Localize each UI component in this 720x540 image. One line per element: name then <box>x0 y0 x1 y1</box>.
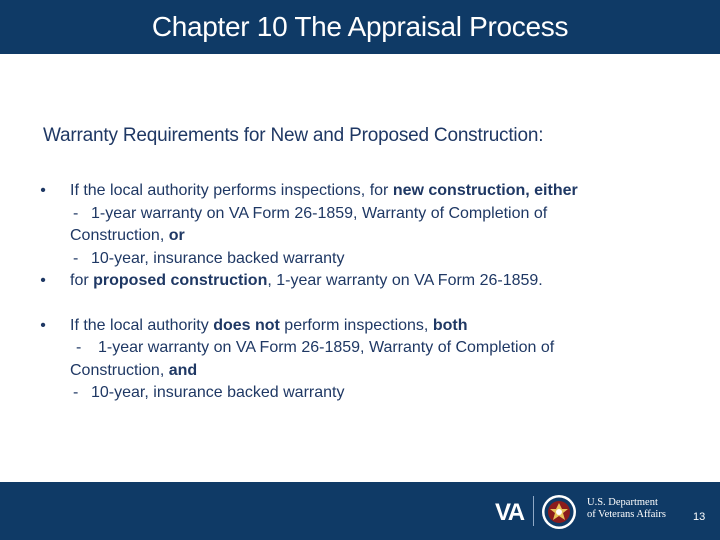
sub-item-text: 10-year, insurance backed warranty <box>91 249 345 267</box>
dash-marker: - <box>76 339 82 356</box>
sub-item-2 <box>70 382 668 405</box>
dash-marker: - <box>73 384 79 401</box>
sub-item-2 <box>70 248 668 271</box>
bullet-bold-text: new construction, either <box>392 182 578 199</box>
bullet-bold-text: proposed construction <box>93 272 268 289</box>
bullet-mid-text: perform inspections, <box>279 316 433 334</box>
bullet-dot: • <box>40 182 46 199</box>
dash-marker: - <box>73 249 79 267</box>
slide-content <box>28 180 668 405</box>
title-bar <box>0 0 720 54</box>
bullet-dot: • <box>40 316 46 334</box>
slide-title: Chapter 10 The Appraisal Process <box>151 11 569 42</box>
bullet-dot: • <box>40 272 46 289</box>
sub-item-text: 1-year warranty on VA Form 26-1859, Warranty of Completion of <box>91 204 548 222</box>
spacer <box>28 293 668 315</box>
sub-item-bold: or <box>168 227 185 244</box>
bullet-proposed-construction <box>28 270 668 293</box>
dash-marker: - <box>73 204 79 222</box>
bullet-no-inspections <box>28 315 668 405</box>
footer-bar <box>0 482 720 540</box>
sub-item-text: 10-year, insurance backed warranty <box>91 384 345 401</box>
bullet-lead-text: for <box>70 272 94 289</box>
agency-line-1: U.S. Department <box>587 497 658 508</box>
va-logo: VA <box>495 499 524 526</box>
va-seal-icon <box>541 494 577 530</box>
bullet-bold-text: both <box>432 316 468 334</box>
bullet-new-construction <box>28 180 668 270</box>
sub-item-bold: and <box>168 361 198 379</box>
sub-item-1 <box>70 337 668 360</box>
slide-subtitle: Warranty Requirements for New and Proposed Construction: <box>43 125 544 146</box>
bullet-rest-text: , 1-year warranty on VA Form 26-1859. <box>267 272 543 289</box>
sub-item-1-continued <box>70 225 668 248</box>
page-number: 13 <box>693 511 706 523</box>
agency-line-2: of Veterans Affairs <box>587 509 666 520</box>
bullet-lead-text: If the local authority performs inspections, for <box>70 182 393 199</box>
sub-item-text: Construction, <box>70 227 169 244</box>
logo-divider <box>533 496 534 526</box>
bullet-bold-text: does not <box>213 316 280 334</box>
sub-item-text: Construction, <box>70 361 169 379</box>
agency-name <box>587 497 666 521</box>
sub-item-1 <box>70 203 668 226</box>
bullet-lead-text: If the local authority <box>70 316 214 334</box>
sub-item-text: 1-year warranty on VA Form 26-1859, Warranty of Completion of <box>98 339 555 356</box>
sub-item-1-continued <box>70 360 668 383</box>
